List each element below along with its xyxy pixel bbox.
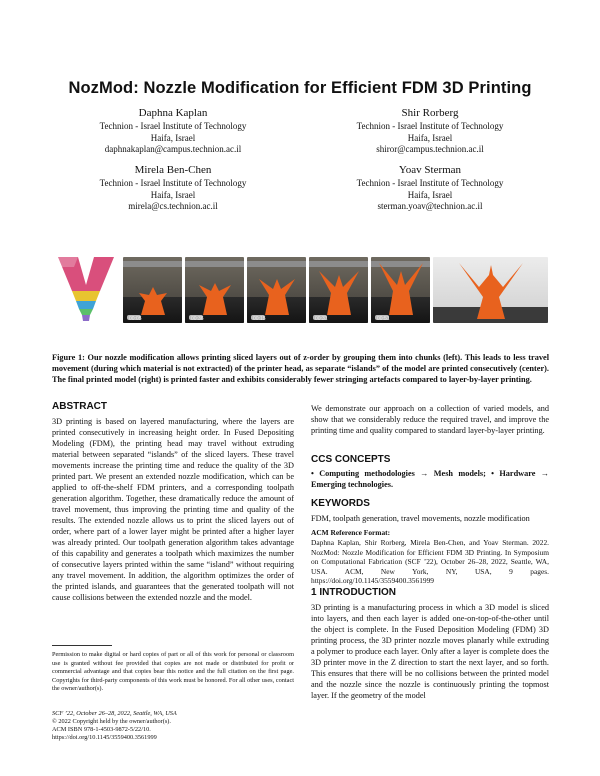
author-block-1	[52, 106, 294, 156]
author-affiliation: Technion - Israel Institute of Technology	[99, 178, 247, 188]
timestamp-label: 00:51	[377, 316, 390, 322]
isbn-line: ACM ISBN 978-1-4503-9872-5/22/10.	[52, 726, 151, 733]
copyright-line: © 2022 Copyright held by the owner/author(s).	[52, 718, 171, 725]
final-print-photo	[433, 257, 548, 323]
keywords-heading: KEYWORDS	[311, 498, 370, 509]
author-affiliation: Technion - Israel Institute of Technology	[356, 121, 504, 131]
author-email[interactable]: sterman.yoav@technion.ac.il	[377, 201, 483, 211]
permission-notice: Permission to make digital or hard copies of part or all of this work for personal or classroom use is granted without fee provided that copies are not made or distributed for profit or commercial advantage and that copies bear this notice and the full citation on the first page. Copyrights for third-party components of this work must be honored. For all other uses, contact the owner/author(s).	[52, 651, 294, 692]
author-email[interactable]: mirela@cs.technion.ac.il	[128, 201, 218, 211]
author-location: Haifa, Israel	[150, 189, 196, 200]
timestamp-label: 00:05	[129, 316, 142, 322]
print-photo-3	[247, 257, 306, 323]
paper-title: NozMod: Nozzle Modification for Efficient FDM 3D Printing	[68, 79, 532, 97]
timestamp-label: 00:36	[191, 316, 204, 322]
acm-ref-text: Daphna Kaplan, Shir Rorberg, Mirela Ben-Chen, and Yoav Sterman. 2022. NozMod: Nozzle Modification for Efficient FDM 3D Printing. In Symposium on Computational Fabrication (SCF ’22), October 26–28, 2022, Seattle, WA, USA. ACM, New York, NY, USA, 9 pages. https://doi.org/10.1145/3559400.3561999	[311, 538, 549, 586]
ccs-text: • Computing methodologies → Mesh models; • Hardware → Emerging technologies.	[311, 469, 549, 489]
ccs-heading: CCS CONCEPTS	[311, 454, 391, 465]
print-photo-5	[371, 257, 430, 323]
timestamp-label: 00:31	[315, 316, 328, 322]
author-email[interactable]: daphnakaplan@campus.technion.ac.il	[104, 144, 242, 154]
introduction-heading: 1 INTRODUCTION	[311, 587, 396, 598]
print-photo-4	[309, 257, 368, 323]
footnote-rule	[52, 645, 112, 646]
intro-summary: We demonstrate our approach on a collection of varied models, and show that we considerably reduce the required travel, and improve the printing time and quality compared to standard layer-by-layer printing.	[311, 404, 549, 435]
author-location: Haifa, Israel	[150, 132, 196, 143]
print-photo-2	[185, 257, 244, 323]
abstract-text: 3D printing is based on layered manufacturing, where the layers are printed consecutively in increasing height order. In Fused Depositing Modeling (FDM), the printing head may travel without extruding material between separated “islands” of the sliced layers. These travel movements increase the printing time and reduce the quality of the 3D printed part. We present an extended nozzle modification, which can be applied to off-the-shelf FDM printers, and a corresponding toolpath generation algorithm. Together, these dramatically reduce the amount of travel movement, thus improving the printing time and quality of the results. The extended nozzle allows us to print the sliced layers out of order, where part of a lower layer might be printed after a higher layer was already printed. Our toolpath generation algorithm takes advantage of this capability and generates a toolpath which maximizes the number of consecutive layers printed within the same “island” without requiring any travel movement. In addition, the algorithm optimizes the order of the printed islands, and guarantees that the generated toolpath will not cause collisions between the extended nozzle and the model.	[52, 417, 294, 602]
doi-link[interactable]: https://doi.org/10.1145/3559400.3561999	[52, 734, 157, 741]
author-block-2	[311, 106, 549, 156]
acm-ref-heading: ACM Reference Format:	[311, 528, 391, 537]
author-name: Shir Rorberg	[401, 107, 459, 119]
print-photo-1	[123, 257, 182, 323]
figure-caption: Figure 1: Our nozzle modification allows printing sliced layers out of z-order by grouping them into chunks (left). This leads to less travel movement (during which material is not extracted) of the printer head, as separate “islands” of the model are printed consecutively (center). The final printed model (right) is printed faster and exhibits considerably fewer stringing artefacts compared to layer-by-layer printing.	[52, 353, 549, 384]
author-location: Haifa, Israel	[407, 189, 453, 200]
abstract-heading: ABSTRACT	[52, 401, 107, 412]
author-block-4	[311, 163, 549, 213]
layer-chunks-diagram	[56, 255, 116, 323]
timestamp-label: 00:15	[253, 316, 266, 322]
author-name: Daphna Kaplan	[138, 107, 208, 119]
author-affiliation: Technion - Israel Institute of Technology	[356, 178, 504, 188]
author-block-3	[52, 163, 294, 213]
author-affiliation: Technion - Israel Institute of Technology	[99, 121, 247, 131]
keywords-text: FDM, toolpath generation, travel movements, nozzle modification	[311, 514, 530, 523]
author-name: Mirela Ben-Chen	[134, 164, 212, 176]
introduction-text: 3D printing is a manufacturing process in which a 3D model is sliced into layers, and then each layer is added one-on-top-of-the-other until the object is complete. In the Fused Deposition Modeling (FDM) 3D printing process, the 3D printer nozzle moves planarly while extruding a polymer to produce each layer. Only after a layer is complete does the 3D printer move in the Z direction to start the next layer, and so forth. This ensures that there will be no collisions between the printed model and the nozzle since the nozzle is continuously printing the topmost layer. If the geometry of the model	[311, 603, 549, 700]
venue-line: SCF ’22, October 26–28, 2022, Seattle, WA, USA	[52, 710, 177, 717]
author-location: Haifa, Israel	[407, 132, 453, 143]
author-email[interactable]: shiror@campus.technion.ac.il	[376, 144, 484, 154]
author-name: Yoav Sterman	[398, 164, 462, 176]
